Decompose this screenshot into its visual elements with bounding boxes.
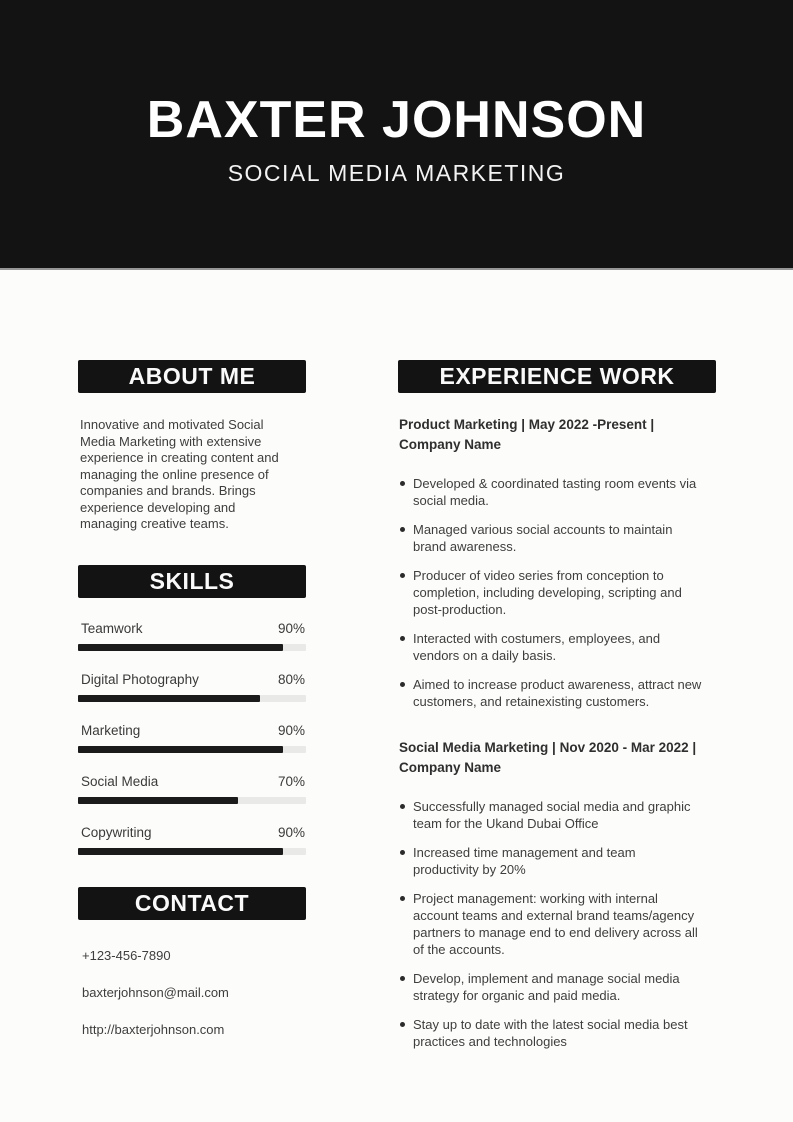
skill-percent: 90% [277,824,305,840]
skill-bar-track [78,797,306,804]
skill-row [78,723,306,738]
job-title: Social Media Marketing | Nov 2020 - Mar 2022 | Company Name [399,740,697,775]
skills-heading: SKILLS [78,565,306,598]
bullet-dot-icon [400,682,405,687]
bullet-text: Project management: working with internal account teams and external brand teams/agency partners to manage end to end delivery across all of the accounts. [413,891,698,957]
bullet-text: Stay up to date with the latest social media best practices and technologies [413,1017,688,1049]
job-bullet [398,676,716,710]
job-bullet [398,970,716,1004]
skill-item [78,774,306,804]
skill-item [78,723,306,753]
experience-heading: EXPERIENCE WORK [398,360,716,393]
person-name: BAXTER JOHNSON [146,90,647,149]
job-bullet [398,798,716,832]
job-bullet [398,567,716,618]
skill-bar-track [78,848,306,855]
job-bullet [398,475,716,509]
bullet-text: Develop, implement and manage social media strategy for organic and paid media. [413,971,680,1003]
skill-label: Copywriting [81,824,152,840]
bullet-dot-icon [400,804,405,809]
job-bullets [398,475,716,710]
about-text: Innovative and motivated Social Media Marketing with extensive experience in creating content and managing the online presence of companies and brands. Brings experience developing and managing creative teams. [80,417,279,531]
skill-percent: 90% [277,722,305,738]
job-entry [398,738,716,1050]
job-bullet [398,1016,716,1050]
skill-bar-track [78,695,306,702]
contact-item: http://baxterjohnson.com [82,1021,225,1037]
job-bullet [398,844,716,878]
bullet-dot-icon [400,481,405,486]
job-bullet [398,521,716,555]
header [0,0,793,268]
skill-item [78,621,306,651]
left-column [78,360,306,1059]
contact-list [78,948,306,1037]
bullet-text: Interacted with costumers, employees, and vendors on a daily basis. [413,631,661,663]
bullet-dot-icon [400,1022,405,1027]
skill-label: Digital Photography [81,671,199,687]
bullet-dot-icon [400,573,405,578]
skill-label: Social Media [81,773,159,789]
contact-item: baxterjohnson@mail.com [82,984,229,1000]
skill-row [78,672,306,687]
person-role: SOCIAL MEDIA MARKETING [227,159,566,186]
bullet-dot-icon [400,976,405,981]
skill-item [78,825,306,855]
skill-row [78,825,306,840]
job-bullets [398,798,716,1050]
bullet-text: Increased time management and team productivity by 20% [413,845,636,877]
bullet-dot-icon [400,896,405,901]
job-title: Product Marketing | May 2022 -Present | Company Name [399,417,655,452]
bullet-text: Managed various social accounts to maintain brand awareness. [413,522,673,554]
skill-bar-fill [78,797,238,804]
job-bullet [398,630,716,664]
skill-bar-track [78,644,306,651]
job-bullet [398,890,716,958]
experience-column [398,360,716,1062]
skills-list [78,621,306,855]
bullet-dot-icon [400,850,405,855]
skill-item [78,672,306,702]
contact-item: +123-456-7890 [82,947,171,963]
bullet-dot-icon [400,636,405,641]
about-heading: ABOUT ME [78,360,306,393]
skill-row [78,621,306,636]
skill-bar-track [78,746,306,753]
skill-bar-fill [78,746,283,753]
bullet-text: Successfully managed social media and graphic team for the Ukand Dubai Office [413,799,691,831]
skill-bar-fill [78,695,260,702]
skill-label: Marketing [81,722,141,738]
skill-percent: 80% [277,671,305,687]
contact-heading: CONTACT [78,887,306,920]
jobs-list [398,415,716,1050]
skill-percent: 70% [277,773,305,789]
bullet-text: Aimed to increase product awareness, attract new customers, and retainexisting customers. [413,677,702,709]
skill-row [78,774,306,789]
skill-label: Teamwork [81,620,143,636]
bullet-text: Developed & coordinated tasting room events via social media. [413,476,697,508]
bullet-text: Producer of video series from conception to completion, including developing, scripting and post-production. [413,568,682,617]
skill-bar-fill [78,848,283,855]
bullet-dot-icon [400,527,405,532]
job-entry [398,415,716,710]
skill-bar-fill [78,644,283,651]
skill-percent: 90% [277,620,305,636]
